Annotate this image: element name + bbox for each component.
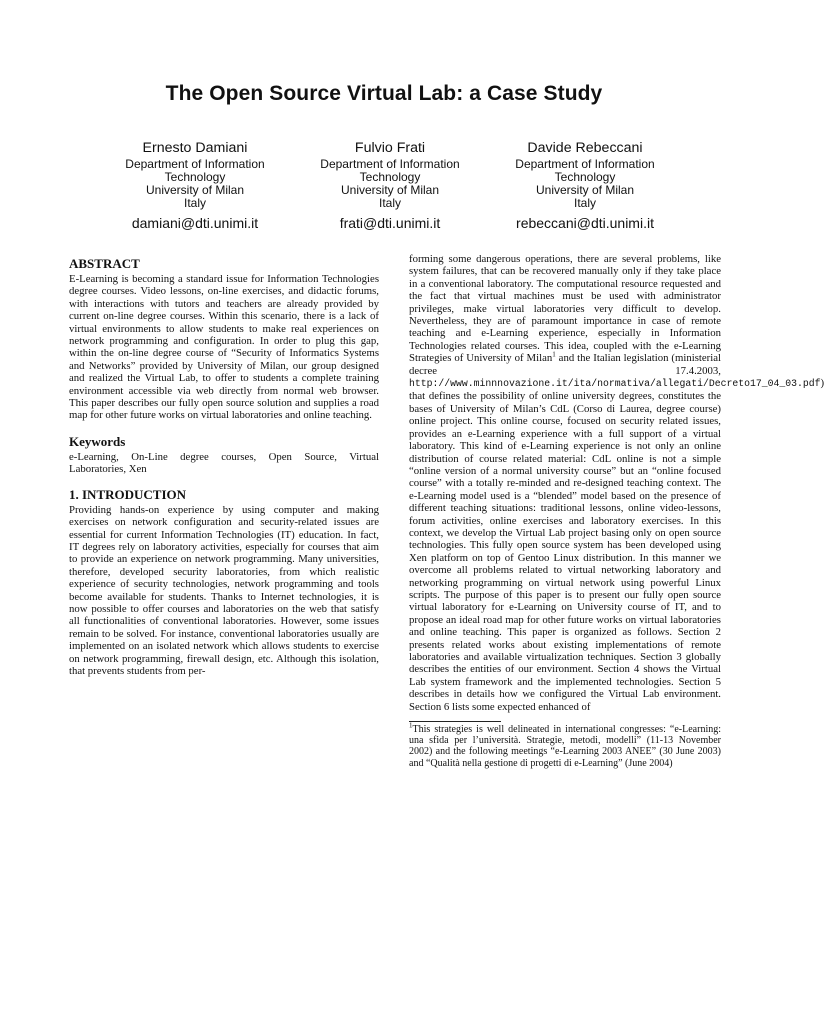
- introduction-heading: 1. INTRODUCTION: [69, 486, 187, 502]
- author-3: [490, 139, 680, 232]
- body-paragraph: [409, 253, 824, 713]
- author-country: Italy: [183, 196, 206, 210]
- decree-url: http://www.minnnovazione.it/ita/normativa/allegati/Decreto17_04_03.pdf: [409, 378, 821, 390]
- author-department: Department of Information: [320, 157, 460, 171]
- paper-title: The Open Source Virtual Lab: a Case Study: [165, 82, 603, 105]
- author-email: damiani@dti.unimi.it: [131, 215, 259, 231]
- footnote-reference: 1: [552, 350, 556, 359]
- author-name: Ernesto Damiani: [142, 140, 248, 156]
- abstract-heading: ABSTRACT: [69, 256, 140, 271]
- author-name: Davide Rebeccani: [527, 140, 643, 156]
- right-column: [409, 253, 824, 769]
- author-email: rebeccani@dti.unimi.it: [516, 215, 654, 231]
- footnote: [409, 721, 721, 769]
- author-department-2: Technology: [359, 170, 421, 184]
- footnote-rule: [409, 721, 501, 722]
- author-name: Fulvio Frati: [354, 140, 426, 156]
- left-column: [69, 256, 379, 677]
- author-country: Italy: [573, 196, 596, 210]
- keywords-text: e-Learning, On-Line degree courses, Open Source, Virtual Laboratories, Xen: [69, 450, 379, 476]
- author-department-2: Technology: [164, 170, 226, 184]
- footnote-text: This strategies is well delineated in international congresses: “e-Learning: una sfida per l’università. Strategie, metodi, modelli” (11-13 November 2002) and the following meetings “e-Learning 2003 ANEE” (30 June 2003) and “Qualità nella gestione di progetti di e-Learning” (June 2004): [409, 724, 721, 769]
- author-university: University of Milan: [145, 183, 245, 197]
- author-department: Department of Information: [125, 157, 265, 171]
- abstract-text: E-Learning is becoming a standard issue for Information Technologies degree courses. Video lessons, on-line exercises, and didactic forums, with interactions with tutors and teachers are already provided by current on-line degree courses. Within this scenario, there is a lack of virtual environments to allow students to make real experiences on network programming and configuration. In order to plug this gap, within the on-line degree course of “Security of Informatics Systems and Networks” provided by University of Milan, our group designed and realized the Virtual Lab, to offer to students a complete training environment accessible via web directly from normal web browser. This paper describes our fully open source solution and supplies a road map for other future works on virtual laboratories and online teaching.: [69, 273, 379, 422]
- author-block: [100, 139, 680, 232]
- author-2: [295, 139, 485, 232]
- footnote-mark: 1: [409, 721, 413, 730]
- body-text-2: and the Italian legislation (ministerial decree 17.4.2003,: [409, 352, 721, 377]
- introduction-text: Providing hands-on experience by using computer and making exercises on network configuration and security-related issues are essential for current Information Technologies (IT) education. In fact, IT degrees rely on laboratory activities, especially for courses that aim to provide an experience on network programming. Many universities, therefore, developed security laboratories, from which realistic experience of security technologies, network programming and tools become available for students. Thanks to Internet technologies, it is now possible to offer courses and laboratories on the web that satisfy all functionalities of conventional laboratories. However, some issues remain to be solved. For instance, conventional laboratories usually are implemented on an isolated network which allows students to exercise on network programming, firewall design, etc. Although this isolation, that prevents students from per-: [69, 503, 379, 677]
- author-department-2: Technology: [554, 170, 616, 184]
- author-university: University of Milan: [535, 183, 635, 197]
- body-text-3: ) that defines the possibility of online university degrees, constitutes the bases of University of Milan’s CdL (Corso di Laurea, degree course) online project. This online course, focused on security related issues, provides an e-Learning experience with a full support of a virtual laboratory. This kind of e-Learning experience is not only an online distribution of course related material: CdL online is not a simple “online version of a normal university course” but an “online focused course” with a totally re-minded and re-designed teaching context. The e-Learning model used is a “blended” model based on the presence of different teaching situations: traditional lessons, online video-lessons, forum activities, online exercises and laboratory exercises. In this context, we develop the Virtual Lab project basing only on open source technologies. This fully open source system has been developed using Xen platform on top of Gentoo Linux distribution. In this manner we overcome all problems related to virtual networking laboratory and networking programming on virtual network using powerful Linux scripts. The purpose of this paper is to present our fully open source virtual laboratory for e-Learning on University course of IT, and to propose an ideal road map for other future works on virtual laboratories and online teaching. This paper is organized as follows. Section 2 presents related works about existing implementations of remote laboratories and available virtualization techniques. Section 3 globally describes the entities of our environment. Section 4 shows the Virtual Lab system framework and the implemented technologies. Section 5 describes in details how we configured the Virtual Lab environment. Section 6 lists some expected enhanced of: [409, 377, 824, 713]
- author-university: University of Milan: [340, 183, 440, 197]
- body-text-1: forming some dangerous operations, there are several problems, like system failures, that can be recovered manually only if they take place in a conventional laboratory. The computational resource requested and the fact that virtual machines must be used with administrator privileges, make virtual laboratories very difficult to develop. Nevertheless, they are of paramount importance in case of remote teaching and e-Learning experience, especially in Information Technologies related courses. This idea, coupled with the e-Learning Strategies of University of Milan: [409, 253, 721, 365]
- author-country: Italy: [378, 196, 401, 210]
- author-1: [100, 139, 290, 232]
- author-email: frati@dti.unimi.it: [339, 215, 441, 231]
- author-department: Department of Information: [515, 157, 655, 171]
- keywords-heading: Keywords: [69, 433, 126, 449]
